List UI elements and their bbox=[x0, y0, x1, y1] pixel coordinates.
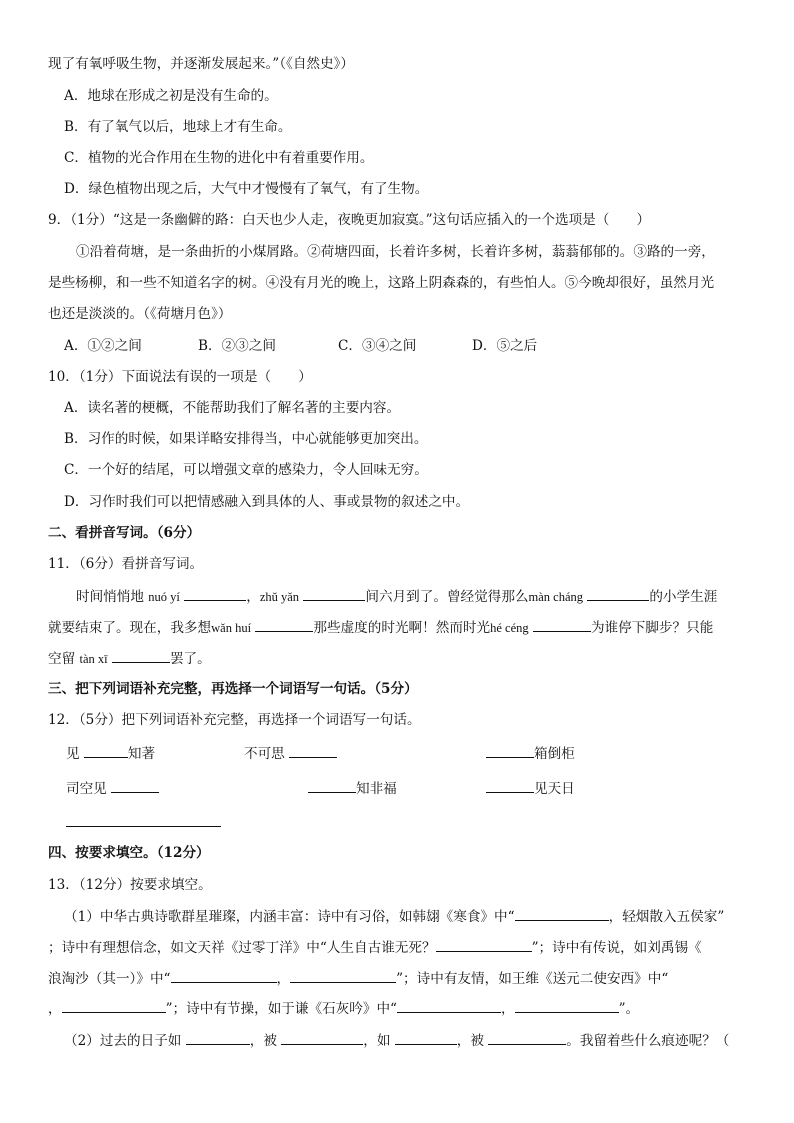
answer-blank[interactable] bbox=[308, 778, 356, 793]
q13-text: ”。 bbox=[618, 1001, 640, 1017]
q8-option-b: B．有了氧气以后，地球上才有生命。 bbox=[64, 119, 292, 135]
answer-blank[interactable] bbox=[587, 586, 649, 601]
answer-blank[interactable] bbox=[111, 778, 159, 793]
answer-blank[interactable] bbox=[186, 1030, 250, 1045]
idiom-3 bbox=[486, 743, 575, 764]
q10-option-b: B．习作的时候，如果详略安排得当，中心就能够更加突出。 bbox=[64, 431, 428, 447]
idiom-text: 见 bbox=[66, 746, 80, 762]
section-4-title: 四、按要求填空。（12分） bbox=[48, 845, 210, 861]
q9-option-c: C．③④之间 bbox=[338, 338, 417, 354]
q13-text: ，被 bbox=[456, 1033, 484, 1049]
answer-blank[interactable] bbox=[486, 778, 534, 793]
q11-text: 就要结束了。现在，我多想 bbox=[48, 620, 212, 636]
answer-blank[interactable] bbox=[533, 617, 591, 632]
q13-text: ， bbox=[276, 971, 291, 987]
q8-option-c: C．植物的光合作用在生物的进化中有着重要作用。 bbox=[64, 150, 374, 166]
idiom-text: 不可思 bbox=[244, 746, 285, 762]
q8-option-a: A．地球在形成之初是没有生命的。 bbox=[64, 88, 278, 104]
idiom-6 bbox=[486, 778, 575, 799]
q13-text: （2）过去的日子如 bbox=[64, 1033, 182, 1049]
answer-blank[interactable] bbox=[184, 586, 246, 601]
idiom-4 bbox=[66, 778, 159, 799]
q11-text: 那些虚度的时光啊！然而时光 bbox=[313, 620, 491, 636]
answer-blank[interactable] bbox=[62, 998, 166, 1013]
pinyin-tanxi: tàn xī bbox=[79, 652, 108, 666]
q11-line-3 bbox=[48, 648, 211, 669]
answer-blank[interactable] bbox=[303, 586, 365, 601]
q13-text: ”；诗中有友情，如王维《送元二使安西》中“ bbox=[396, 971, 669, 987]
q11-text: 为谁停下脚步？只能 bbox=[590, 620, 714, 636]
q13-text: ， bbox=[501, 1001, 515, 1017]
q13-text: （1）中华古典诗歌群星璀璨，内涵丰富：诗中有习俗，如韩翃《寒食》中“ bbox=[64, 909, 515, 925]
idiom-text: 知非福 bbox=[356, 781, 397, 797]
pinyin-manchang: màn cháng bbox=[528, 590, 584, 604]
q13-text: ；诗中有理想信念，如文天祥《过零丁洋》中“人生自古谁无死？ bbox=[48, 940, 436, 956]
q11-text: 时间悄悄地 bbox=[76, 589, 144, 605]
q13-text: 。我留着些什么痕迹呢？（ bbox=[566, 1033, 730, 1049]
answer-blank[interactable] bbox=[486, 743, 534, 758]
idiom-1 bbox=[66, 743, 155, 764]
q11-text: 罢了。 bbox=[169, 651, 211, 667]
answer-blank[interactable] bbox=[436, 937, 532, 952]
q8-continuation: 现了有氧呼吸生物，并逐渐发展起来。”（《自然史》） bbox=[48, 56, 354, 72]
q9-option-a: A．①②之间 bbox=[64, 338, 142, 354]
answer-blank[interactable] bbox=[112, 648, 170, 663]
q13-line-2 bbox=[48, 937, 702, 958]
q11-stem: 11．（6分）看拼音写词。 bbox=[48, 556, 204, 572]
pinyin-zhuyan: zhǔ yǎn bbox=[259, 590, 300, 604]
answer-blank[interactable] bbox=[488, 1030, 566, 1045]
pinyin-wanhui: wǎn huí bbox=[211, 621, 252, 635]
q9-passage-line-3: 也还是淡淡的。（《荷塘月色》） bbox=[48, 306, 232, 322]
q13-text: ， bbox=[48, 1001, 62, 1017]
answer-blank[interactable] bbox=[395, 1030, 457, 1045]
q13-text: 浪淘沙（其一）》中“ bbox=[48, 971, 171, 987]
q11-text: 空留 bbox=[48, 651, 76, 667]
q10-option-a: A．读名著的梗概，不能帮助我们了解名著的主要内容。 bbox=[64, 400, 401, 416]
q13-line-1 bbox=[64, 906, 724, 927]
q9-passage-line-1: ①沿着荷塘，是一条曲折的小煤屑路。②荷塘四面，长着许多树，长着许多树，蓊蓊郁郁的。③路的一旁， bbox=[76, 244, 715, 260]
q13-stem: 13．（12分）按要求填空。 bbox=[48, 877, 212, 893]
q13-line-4 bbox=[48, 998, 639, 1019]
answer-blank[interactable] bbox=[290, 968, 396, 983]
q9-stem: 9．（1分）“这是一条幽僻的路：白天也少人走，夜晚更加寂寞。”这句话应插入的一个选项是（ ） bbox=[48, 212, 651, 228]
idiom-2 bbox=[244, 743, 337, 764]
q13-text: ，轻烟散入五侯家” bbox=[608, 909, 725, 925]
answer-blank[interactable] bbox=[397, 998, 501, 1013]
idiom-text: 司空见 bbox=[66, 781, 107, 797]
q9-option-d: D．⑤之后 bbox=[472, 338, 538, 354]
idiom-5 bbox=[308, 778, 397, 799]
q9-passage-line-2: 是些杨柳，和一些不知道名字的树。④没有月光的晚上，这路上阴森森的，有些怕人。⑤今晚却很好，虽然月光 bbox=[48, 275, 715, 291]
idiom-text: 知著 bbox=[127, 746, 156, 762]
answer-blank[interactable] bbox=[255, 617, 313, 632]
answer-blank[interactable] bbox=[84, 743, 128, 758]
q8-option-d: D．绿色植物出现之后，大气中才慢慢有了氧气，有了生物。 bbox=[64, 181, 429, 197]
q10-stem: 10．（1分）下面说法有误的一项是（ ） bbox=[48, 369, 312, 385]
q11-line-2 bbox=[48, 617, 713, 638]
answer-blank[interactable] bbox=[281, 1030, 363, 1045]
section-2-title: 二、看拼音写词。（6分） bbox=[48, 525, 201, 541]
q11-line-1 bbox=[76, 586, 717, 607]
pinyin-nuoyi: nuó yí bbox=[148, 590, 180, 604]
answer-blank[interactable] bbox=[171, 968, 277, 983]
q9-option-b: B．②③之间 bbox=[198, 338, 276, 354]
answer-blank[interactable] bbox=[515, 906, 609, 921]
q10-option-c: C．一个好的结尾，可以增强文章的感染力，令人回味无穷。 bbox=[64, 462, 428, 478]
idiom-text: 见天日 bbox=[534, 781, 575, 797]
q13-line-5 bbox=[64, 1030, 729, 1051]
pinyin-heceng: hé céng bbox=[490, 621, 529, 635]
q10-option-d: D．习作时我们可以把情感融入到具体的人、事或景物的叙述之中。 bbox=[64, 494, 470, 510]
q13-text: ”；诗中有传说，如刘禹锡《 bbox=[531, 940, 702, 956]
q12-stem: 12．（5分）把下列词语补充完整，再选择一个词语写一句话。 bbox=[48, 712, 421, 728]
idiom-text: 箱倒柜 bbox=[534, 746, 575, 762]
answer-blank[interactable] bbox=[289, 743, 337, 758]
answer-blank[interactable] bbox=[515, 998, 619, 1013]
q11-text: ， bbox=[246, 589, 260, 605]
section-3-title: 三、把下列词语补充完整，再选择一个词语写一句话。（5分） bbox=[48, 681, 418, 697]
q13-text: ”；诗中有节操，如于谦《石灰吟》中“ bbox=[165, 1001, 397, 1017]
q13-text: ，如 bbox=[363, 1033, 391, 1049]
q13-line-3 bbox=[48, 968, 668, 989]
q11-text: 的小学生涯 bbox=[649, 589, 718, 605]
q11-text: 间六月到了。曾经觉得那么 bbox=[365, 589, 529, 605]
q13-text: ，被 bbox=[249, 1033, 277, 1049]
q9-options bbox=[64, 336, 537, 356]
sentence-answer-line[interactable] bbox=[66, 826, 221, 827]
